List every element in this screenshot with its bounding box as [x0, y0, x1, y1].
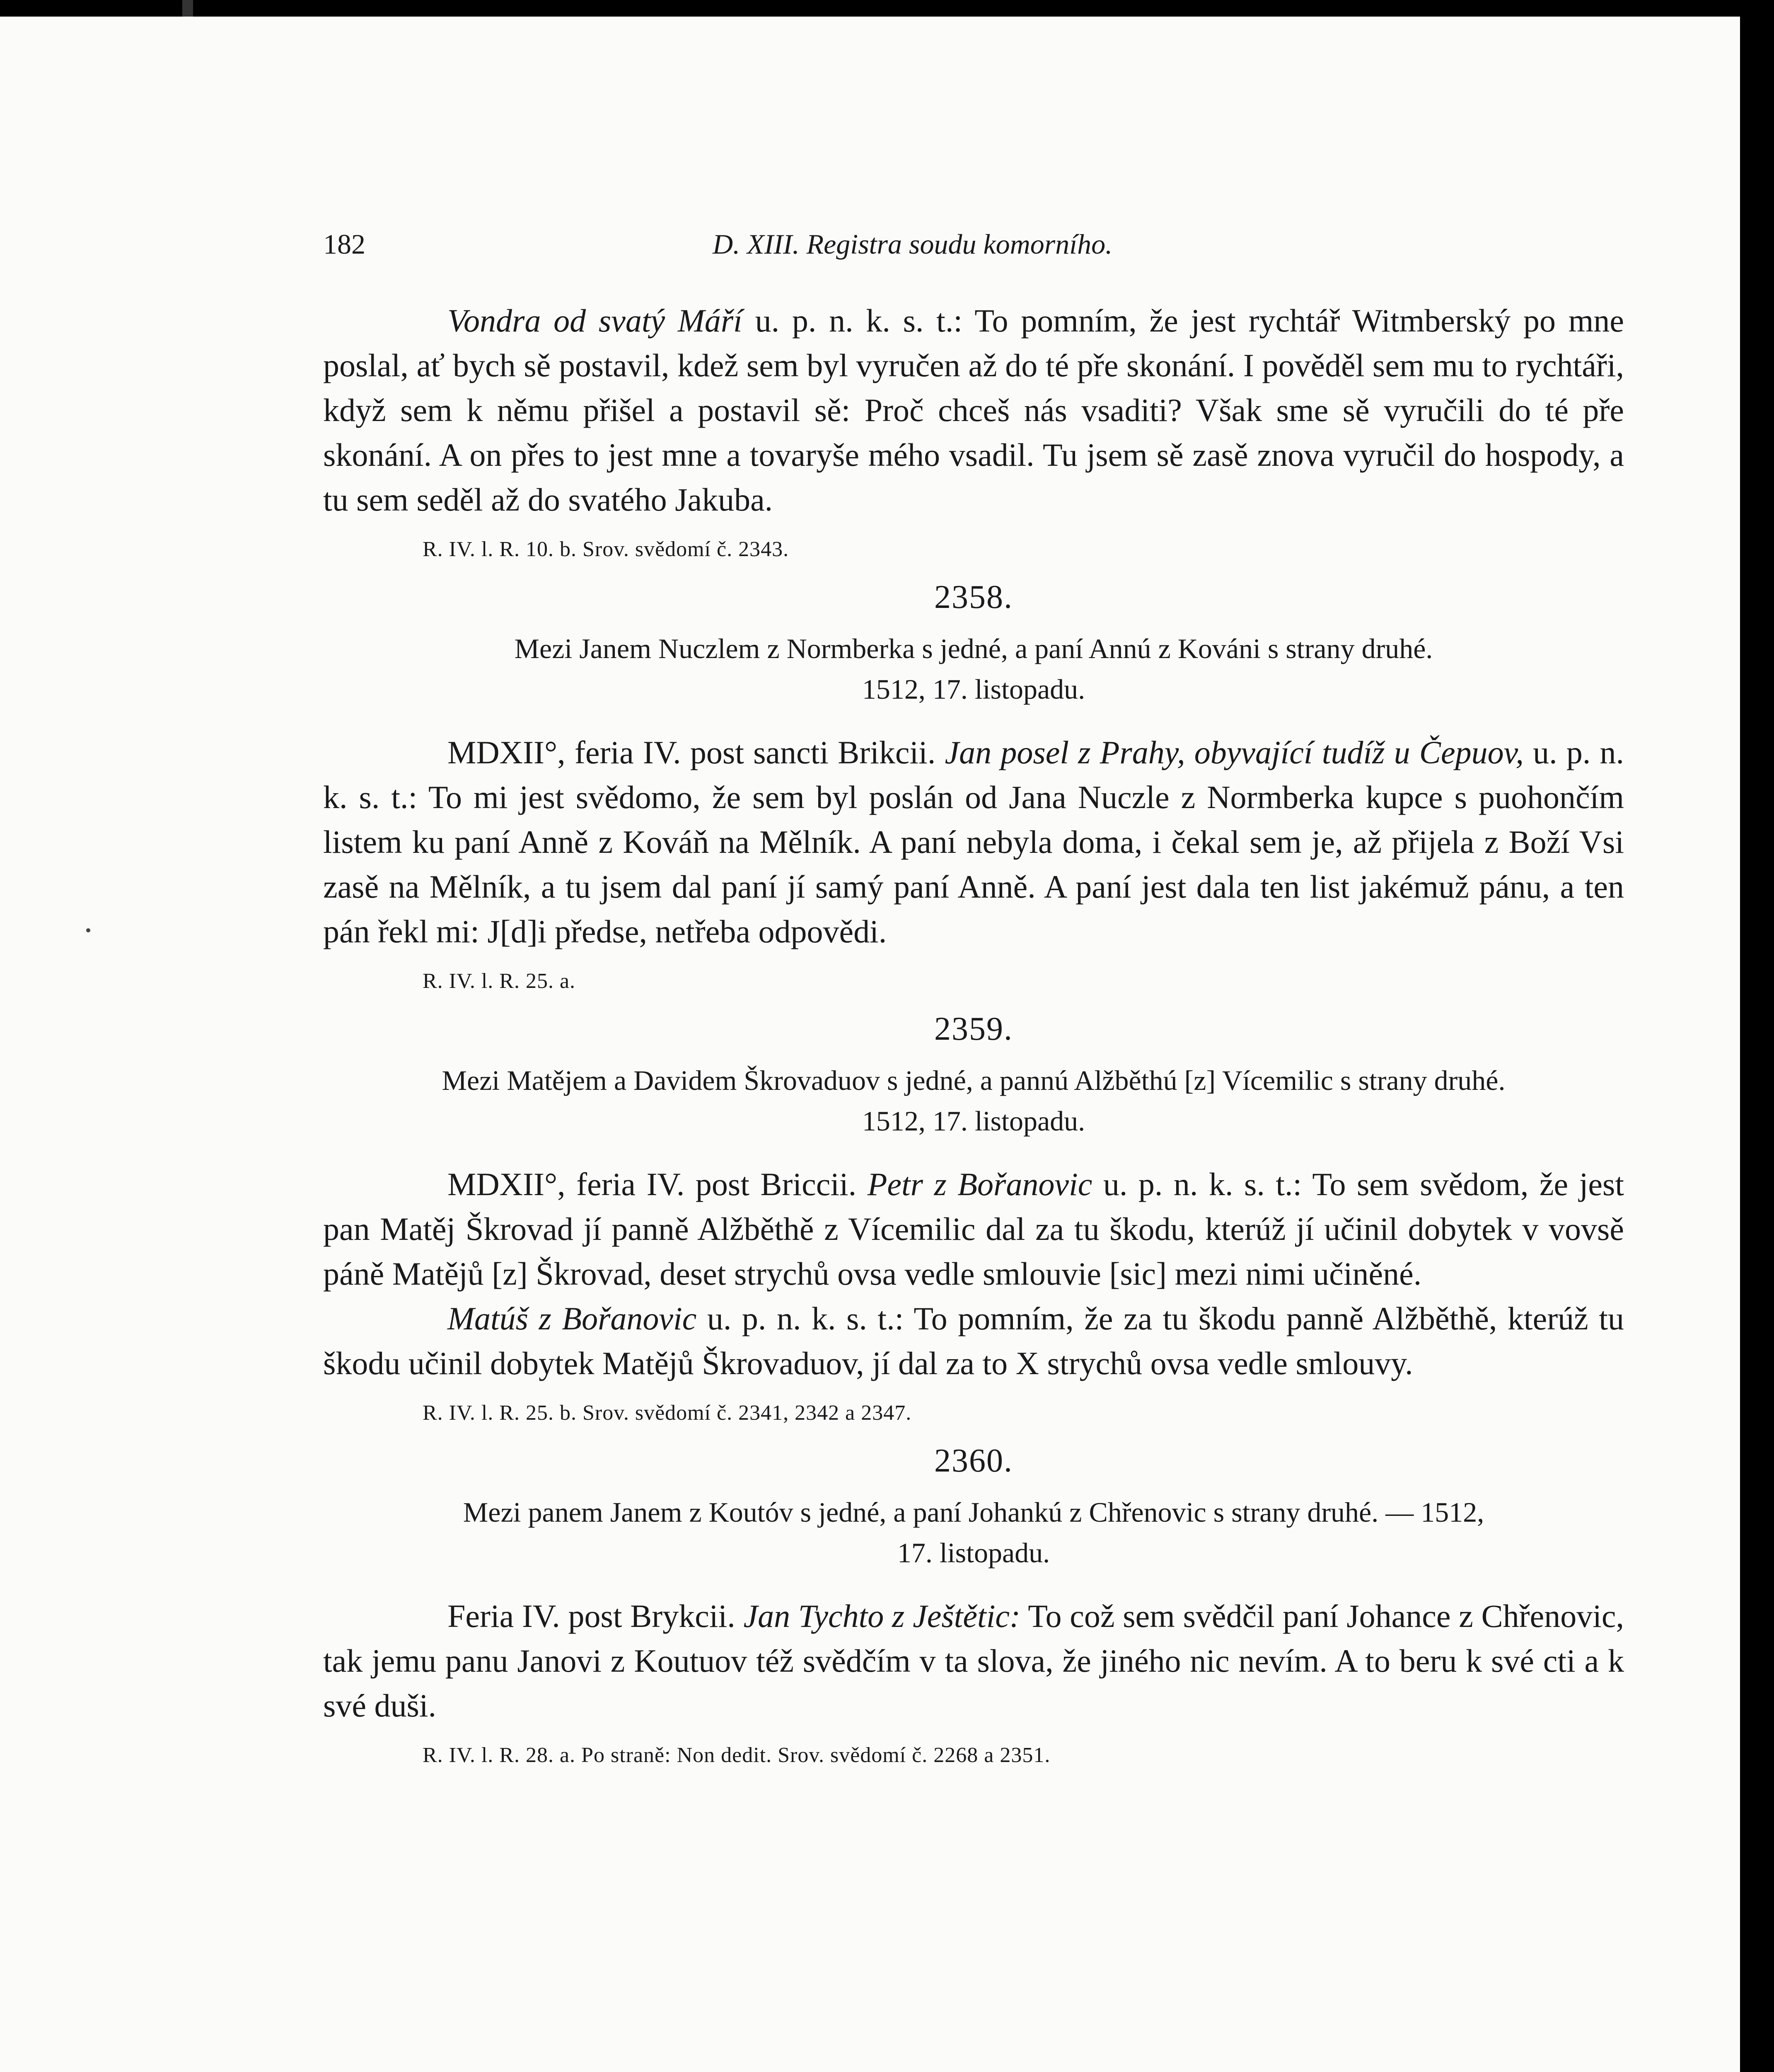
- entry-date: 1512, 17. listopadu.: [862, 1105, 1085, 1137]
- entry-2358: [323, 574, 1624, 998]
- source-note: R. IV. l. R. 10. b. Srov. svědomí č. 2343.: [423, 537, 789, 561]
- entry-2360: [323, 1438, 1624, 1772]
- page-number: 182: [323, 228, 365, 260]
- testimony-lead: MDXII°, feria IV. post Briccii.: [447, 1166, 868, 1202]
- intro-paragraph: [323, 298, 1624, 522]
- testimony-paragraph: [323, 730, 1624, 954]
- witness-name: Matúš z Bořanovic: [447, 1300, 697, 1336]
- witness-name: Jan Tychto z Ještětic:: [743, 1598, 1020, 1634]
- entry-date: 1512, 17. listopadu.: [862, 673, 1085, 705]
- book-page: [0, 17, 1740, 2072]
- entry-number: 2358.: [934, 579, 1013, 615]
- entry-number: 2360.: [934, 1443, 1013, 1479]
- testimony-lead: MDXII°, feria IV. post sancti Brikcii.: [447, 734, 945, 770]
- entry-2359: [323, 1006, 1624, 1430]
- source-note: R. IV. l. R. 25. b. Srov. svědomí č. 2341, 2342 a 2347.: [423, 1401, 912, 1425]
- entry-date: 17. listopadu.: [897, 1537, 1050, 1569]
- testimony-lead: Feria IV. post Brykcii.: [447, 1598, 744, 1634]
- page-content: [323, 298, 1624, 1780]
- testimony-text: u. p. n. k. s. t.: To sem svědom, že jest pan Matěj Škrovad jí panně Alžběthě z Vícemilic dal za tu škodu, kterúž jí učinil dobytek v vovsě páně Matějů [z] Škrovad, deset strychů ovsa vedle smlouvie [sic] mezi nimi učiněné.: [323, 1166, 1624, 1292]
- witness-name: Petr z Bořanovic: [867, 1166, 1092, 1202]
- witness-name: Jan posel z Prahy, obyvající tudíž u Čepuov,: [945, 734, 1524, 770]
- entry-number: 2359.: [934, 1011, 1013, 1047]
- scan-speck: [86, 928, 90, 932]
- entry-parties: Mezi Janem Nuczlem z Normberka s jedné, a paní Annú z Kováni s strany druhé.: [514, 633, 1433, 664]
- running-title: D. XIII. Registra soudu komorního.: [713, 228, 1113, 260]
- source-note: R. IV. l. R. 28. a. Po straně: Non dedit. Srov. svědomí č. 2268 a 2351.: [423, 1743, 1051, 1767]
- source-note: R. IV. l. R. 25. a.: [423, 969, 576, 993]
- witness-name: Vondra od svatý Máří: [447, 303, 742, 339]
- entry-parties: Mezi Matějem a Davidem Škrovaduov s jedné, a pannú Alžběthú [z] Vícemilic s strany druhé.: [442, 1065, 1506, 1096]
- testimony-text: u. p. n. k. s. t.: To pomním, že jest rychtář Witmberský po mne poslal, ať bych sě postavil, kdež sem byl vyručen až do té pře skonání. I pověděl sem mu to rychtáři, když sem k němu přišel a postavil sě: Proč chceš nás vsaditi? Však sme sě vyručili do té pře skonání. A on přes to jest mne a tovaryše mého vsadil. Tu jsem sě zasě znova vyručil do hospody, a tu sem seděl až do svatého Jakuba.: [323, 303, 1624, 518]
- testimony-text: To což sem svědčil paní Johance z Chřenovic, tak jemu panu Janovi z Koutuov též svědčím v ta slova, že jiného nic nevím. A to beru k své cti a k své duši.: [323, 1598, 1624, 1723]
- entry-heading: [323, 628, 1624, 709]
- entry-parties: Mezi panem Janem z Koutóv s jedné, a paní Johankú z Chřenovic s strany druhé. — 1512,: [463, 1496, 1484, 1528]
- entry-heading: [323, 1492, 1624, 1573]
- entry-heading: [323, 1060, 1624, 1141]
- testimony-text: u. p. n. k. s. t.: To pomním, že za tu škodu panně Alžběthě, kterúž tu škodu učinil dobytek Matějů Škrovaduov, jí dal za to X strychů ovsa vedle smlouvy.: [323, 1300, 1624, 1381]
- testimony-text: u. p. n. k. s. t.: To mi jest svědomo, že sem byl poslán od Jana Nuczle z Normberka kupce s puohončím listem ku paní Anně z Kováň na Mělník. A paní nebyla doma, i čekal sem je, až přijela z Boží Vsi zasě na Mělník, a tu jsem dal paní jí samý paní Anně. A paní jest dala ten list jakémuž pánu, a ten pán řekl mi: J[d]i předse, netřeba odpovědi.: [323, 734, 1624, 949]
- testimony-paragraph: [323, 1296, 1624, 1386]
- page-header: [323, 220, 1243, 265]
- testimony-paragraph: [323, 1594, 1624, 1728]
- testimony-paragraph: [323, 1162, 1624, 1296]
